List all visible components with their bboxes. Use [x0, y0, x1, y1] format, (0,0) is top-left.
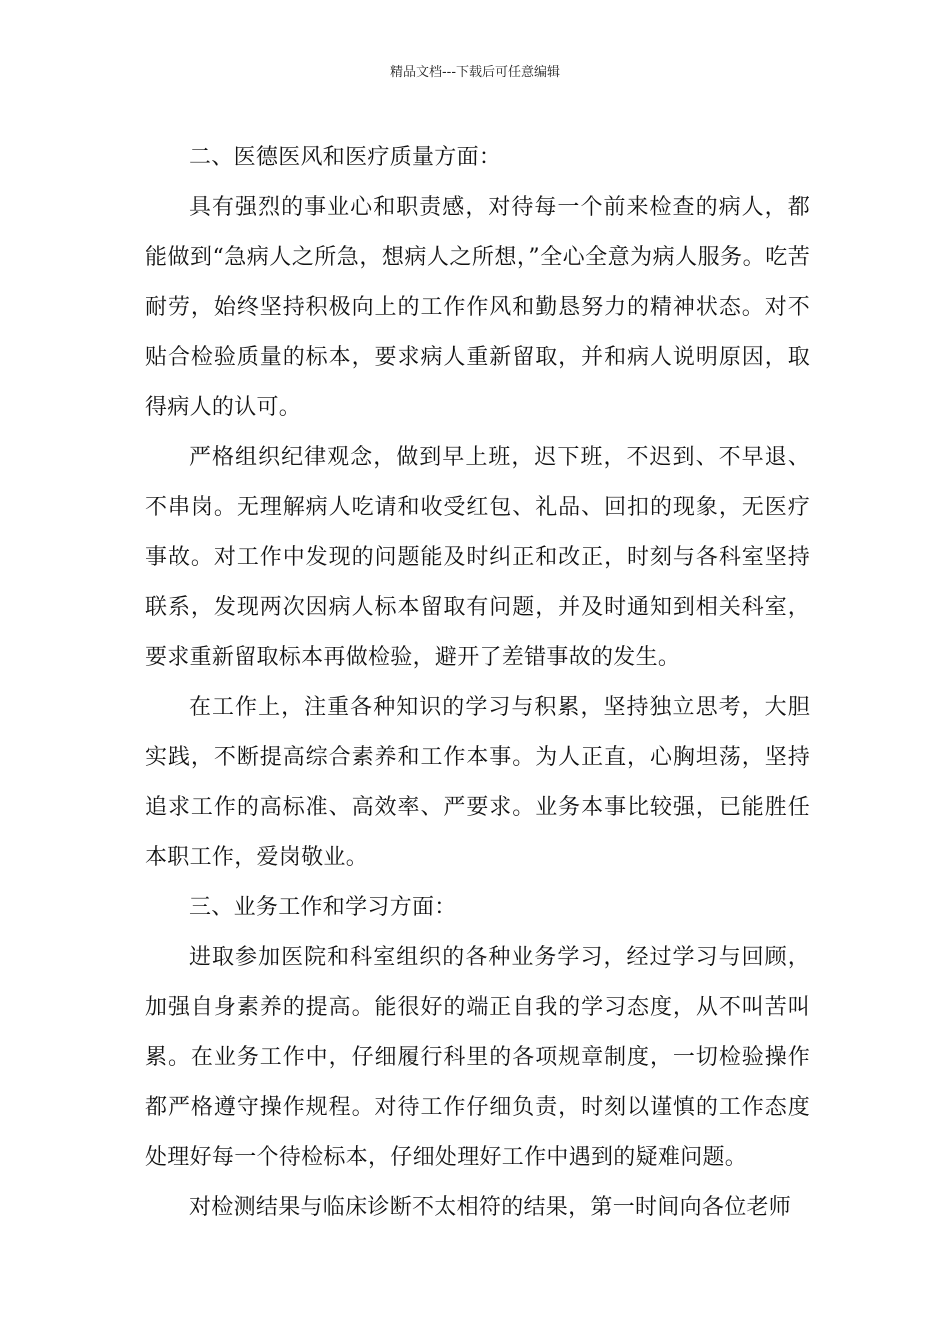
paragraph-work-attitude: 在工作上，注重各种知识的学习与积累，坚持独立思考，大胆实践，不断提高综合素养和工作本事。为人正直，心胸坦荡，坚持追求工作的高标准、高效率、严要求。业务本事比较强，已能胜任本职工作，爱岗敬业。: [145, 695, 810, 870]
paragraph-discipline: 严格组织纪律观念，做到早上班，迟下班，不迟到、不早退、不串岗。无理解病人吃请和收受红包、礼品、回扣的现象，无医疗事故。对工作中发现的问题能及时纠正和改正，时刻与各科室坚持联系，发现两次因病人标本留取有问题，并及时通知到相关科室，要求重新留取标本再做检验，避开了差错事故的发生。: [145, 445, 810, 670]
paragraph-study: 进取参加医院和科室组织的各种业务学习，经过学习与回顾，加强自身素养的提高。能很好的端正自我的学习态度，从不叫苦叫累。在业务工作中，仔细履行科里的各项规章制度，一切检验操作都严格遵守操作规程。对待工作仔细负责，时刻以谨慎的工作态度处理好每一个待检标本，仔细处理好工作中遇到的疑难问题。: [145, 945, 810, 1170]
paragraph-test-results: 对检测结果与临床诊断不太相符的结果，第一时间向各位老师: [189, 1195, 792, 1220]
section-heading-business-study: 三、业务工作和学习方面：: [189, 895, 457, 920]
paragraph-responsibility: 具有强烈的事业心和职责感，对待每一个前来检查的病人，都能做到“急病人之所急，想病人之所想，”全心全意为病人服务。吃苦耐劳，始终坚持积极向上的工作作风和勤恳努力的精神状态。对不贴合检验质量的标本，要求病人重新留取，并和病人说明原因，取得病人的认可。: [145, 195, 810, 420]
section-heading-medical-ethics: 二、医德医风和医疗质量方面：: [189, 145, 502, 170]
page-header: 精品文档---下载后可任意编辑: [389, 65, 561, 80]
document-body: [145, 133, 810, 1233]
